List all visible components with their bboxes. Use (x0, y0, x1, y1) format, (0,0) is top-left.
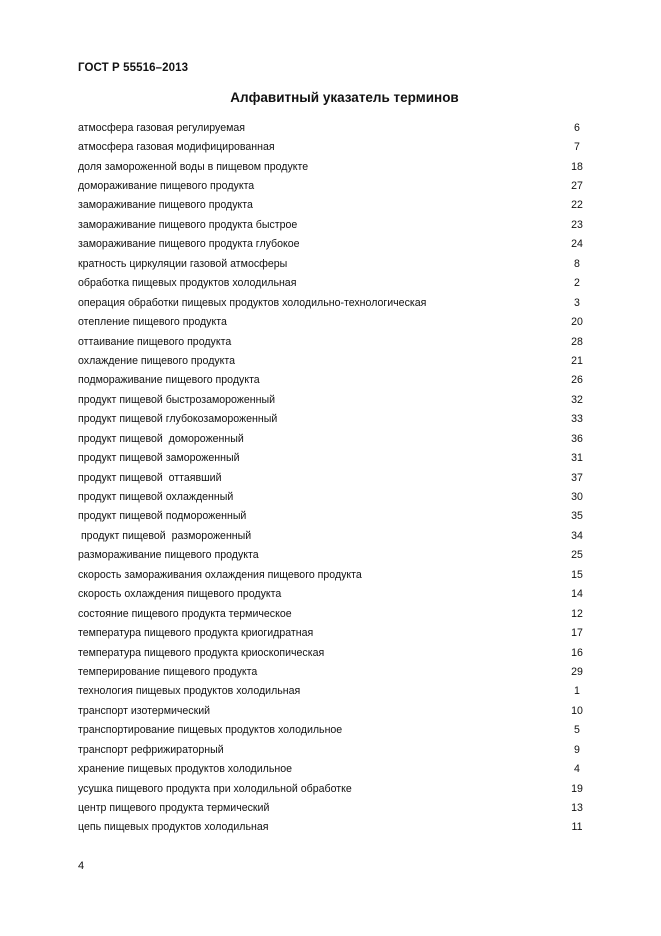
index-term: оттаивание пищевого продукта (78, 335, 232, 348)
index-term: замораживание пищевого продукта быстрое (78, 218, 298, 231)
index-term: температура пищевого продукта криоскопическая (78, 646, 325, 659)
index-page-ref: 34 (571, 529, 583, 542)
index-term: замораживание пищевого продукта (78, 199, 253, 212)
index-page-ref: 5 (574, 724, 580, 737)
index-term: продукт пищевой быстрозамороженный (78, 393, 276, 406)
index-term: продукт пищевой подмороженный (78, 510, 247, 523)
index-term: цепь пищевых продуктов холодильная (78, 821, 269, 834)
index-page-ref: 17 (571, 627, 583, 640)
index-term: состояние пищевого продукта термическое (78, 607, 292, 620)
index-page-ref: 23 (571, 218, 583, 231)
index-page-ref: 31 (571, 452, 583, 465)
index-entry (78, 565, 592, 584)
index-page-ref: 16 (571, 646, 583, 659)
index-term: атмосфера газовая регулируемая (78, 121, 245, 134)
index-term: транспортирование пищевых продуктов холодильное (78, 724, 343, 737)
index-page-ref: 30 (571, 491, 583, 504)
index-term: отепление пищевого продукта (78, 316, 227, 329)
index-page-ref: 3 (574, 296, 580, 309)
index-page-ref: 35 (571, 510, 583, 523)
index-page-ref: 25 (571, 549, 583, 562)
index-entry (78, 332, 592, 351)
index-entry (78, 604, 592, 623)
index-entry (78, 371, 592, 390)
index-term: транспорт изотермический (78, 704, 211, 717)
index-page-ref: 4 (574, 763, 580, 776)
index-page-ref: 37 (571, 471, 583, 484)
index-term: продукт пищевой размороженный (78, 529, 252, 542)
index-entry (78, 546, 592, 565)
index-page-ref: 29 (571, 665, 583, 678)
index-entry (78, 176, 592, 195)
index-page-ref: 13 (571, 802, 583, 815)
document-header: ГОСТ Р 55516–2013 (78, 62, 189, 74)
index-page-ref: 21 (571, 354, 583, 367)
index-entry (78, 798, 592, 817)
index-page-ref: 12 (571, 607, 583, 620)
index-entry (78, 507, 592, 526)
index-entry (78, 448, 592, 467)
index-page-ref: 15 (571, 568, 583, 581)
index-term: продукт пищевой замороженный (78, 452, 240, 465)
index-page-ref: 2 (574, 277, 580, 290)
index-term: скорость замораживания охлаждения пищевого продукта (78, 568, 362, 581)
index-term: охлаждение пищевого продукта (78, 354, 236, 367)
index-page-ref: 22 (571, 199, 583, 212)
index-entry (78, 293, 592, 312)
index-term: усушка пищевого продукта при холодильной обработке (78, 782, 352, 795)
index-entry (78, 274, 592, 293)
index-term: продукт пищевой домороженный (78, 432, 244, 445)
index-page-ref: 18 (571, 160, 583, 173)
index-entry (78, 643, 592, 662)
index-term: обработка пищевых продуктов холодильная (78, 277, 297, 290)
index-page-ref: 10 (571, 704, 583, 717)
index-entry (78, 487, 592, 506)
index-page-ref: 19 (571, 782, 583, 795)
index-entry (78, 818, 592, 837)
index-page-ref: 20 (571, 316, 583, 329)
index-term: технология пищевых продуктов холодильная (78, 685, 301, 698)
index-entry (78, 721, 592, 740)
index-entry (78, 118, 592, 137)
index-page-ref: 24 (571, 238, 583, 251)
index-page-ref: 33 (571, 413, 583, 426)
index-term: доля замороженной воды в пищевом продукте (78, 160, 309, 173)
index-term: продукт пищевой охлажденный (78, 491, 234, 504)
page-title: Алфавитный указатель терминов (230, 90, 459, 105)
index-entry (78, 740, 592, 759)
index-entry (78, 779, 592, 798)
index-term: замораживание пищевого продукта глубокое (78, 238, 300, 251)
index-entry (78, 254, 592, 273)
index-page-ref: 1 (574, 685, 580, 698)
index-page-ref: 26 (571, 374, 583, 387)
index-entry (78, 701, 592, 720)
index-term: темперирование пищевого продукта (78, 665, 258, 678)
index-entry (78, 623, 592, 642)
index-entry (78, 137, 592, 156)
index-page-ref: 36 (571, 432, 583, 445)
index-term: кратность циркуляции газовой атмосферы (78, 257, 288, 270)
index-page-ref: 8 (574, 257, 580, 270)
index-entry (78, 662, 592, 681)
index-entry (78, 312, 592, 331)
index-entry (78, 585, 592, 604)
index-entry (78, 235, 592, 254)
index-page-ref: 14 (571, 588, 583, 601)
index-term: подмораживание пищевого продукта (78, 374, 260, 387)
index-term: скорость охлаждения пищевого продукта (78, 588, 282, 601)
index-entry (78, 351, 592, 370)
index-page-ref: 6 (574, 121, 580, 134)
index-term: атмосфера газовая модифицированная (78, 141, 275, 154)
index-entry (78, 759, 592, 778)
index-entry (78, 410, 592, 429)
term-index-list (78, 118, 592, 837)
page-number: 4 (78, 860, 85, 872)
index-entry (78, 390, 592, 409)
index-term: размораживание пищевого продукта (78, 549, 259, 562)
index-term: продукт пищевой глубокозамороженный (78, 413, 278, 426)
index-page-ref: 9 (574, 743, 580, 756)
index-page-ref: 32 (571, 393, 583, 406)
index-term: операция обработки пищевых продуктов холодильно-технологическая (78, 296, 427, 309)
index-term: хранение пищевых продуктов холодильное (78, 763, 292, 776)
index-entry (78, 682, 592, 701)
index-entry (78, 526, 592, 545)
index-term: продукт пищевой оттаявший (78, 471, 222, 484)
index-page-ref: 11 (571, 821, 583, 834)
index-page-ref: 28 (571, 335, 583, 348)
index-entry (78, 196, 592, 215)
index-term: температура пищевого продукта криогидратная (78, 627, 314, 640)
index-term: домораживание пищевого продукта (78, 180, 255, 193)
index-entry (78, 157, 592, 176)
index-entry (78, 468, 592, 487)
index-entry (78, 215, 592, 234)
index-entry (78, 429, 592, 448)
index-page-ref: 27 (571, 180, 583, 193)
index-page-ref: 7 (574, 141, 580, 154)
index-term: центр пищевого продукта термический (78, 802, 270, 815)
index-term: транспорт рефрижираторный (78, 743, 224, 756)
